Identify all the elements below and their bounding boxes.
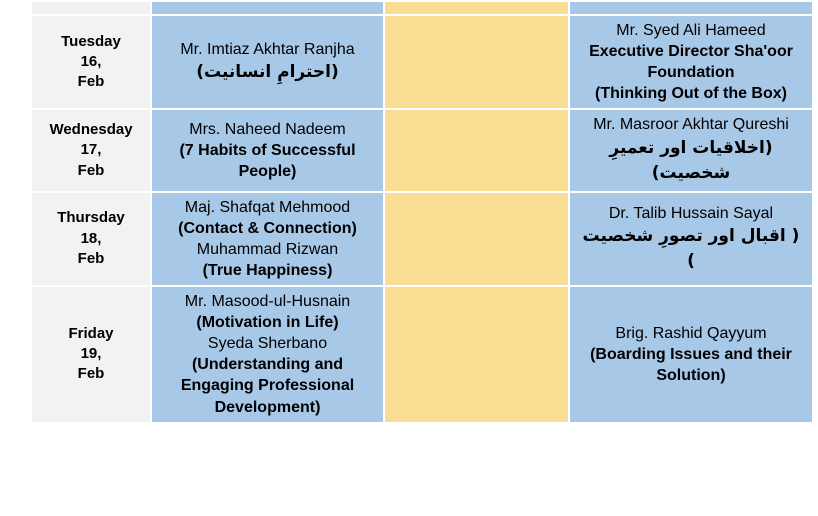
session-topic: (7 Habits of Successful People) (179, 141, 356, 181)
speaker-name: Mrs. Naheed Nadeem (189, 120, 346, 138)
session-topic: (True Happiness) (202, 261, 333, 279)
speaker-name: Dr. Talib Hussain Sayal (608, 204, 774, 222)
session-topic: (Thinking Out of the Box) (595, 85, 787, 103)
session-3-cell (569, 15, 813, 109)
day-cell (31, 109, 151, 191)
day-month: Feb (77, 249, 105, 267)
day-month: Feb (77, 73, 105, 91)
speaker-name: Syeda Sherbano (207, 335, 328, 353)
session-3-cell (569, 1, 813, 15)
day-date: 19, (80, 345, 102, 363)
session-1-cell (151, 15, 384, 109)
table-row (31, 286, 813, 423)
schedule-table-body (31, 1, 813, 423)
table-row (31, 109, 813, 191)
session-topic-urdu: (احترامِ انسانیت) (196, 62, 339, 83)
day-date: 17, (80, 141, 102, 159)
speaker-name: Mr. Imtiaz Akhtar Ranjha (180, 40, 355, 58)
day-name: Tuesday (61, 32, 121, 50)
speaker-name: Mr. Syed Ali Hameed (616, 22, 766, 39)
day-cell (31, 286, 151, 423)
schedule-table (30, 0, 814, 424)
session-topic: (Motivation in Life) (196, 314, 339, 332)
speaker-name: Muhammad Rizwan (196, 240, 339, 258)
table-row (31, 192, 813, 286)
day-cell (31, 192, 151, 286)
session-1-cell (151, 1, 384, 15)
day-date: 18, (80, 229, 102, 247)
day-month: Feb (77, 365, 105, 383)
day-name: Thursday (57, 209, 125, 227)
speaker-title: Executive Director Sha'oor Foundation (589, 43, 793, 82)
table-row (31, 15, 813, 109)
session-1-cell (151, 109, 384, 191)
session-3-cell (569, 192, 813, 286)
day-cell (31, 1, 151, 15)
speaker-name: Mr. Masood-ul-Husnain (184, 292, 351, 310)
session-2-cell (384, 1, 569, 15)
speaker-name: Brig. Rashid Qayyum (615, 324, 767, 342)
speaker-name: Maj. Shafqat Mehmood (184, 198, 351, 216)
session-topic-urdu: (اخلاقیات اور تعمیرِ شخصیت) (609, 137, 773, 184)
session-2-cell (384, 109, 569, 191)
session-2-cell (384, 192, 569, 286)
session-topic: (Contact & Connection) (178, 219, 357, 237)
day-month: Feb (77, 161, 105, 179)
day-name: Friday (68, 324, 114, 342)
session-3-cell (569, 286, 813, 423)
session-1-cell (151, 286, 384, 423)
table-row (31, 1, 813, 15)
speaker-name: Mr. Masroor Akhtar Qureshi (593, 116, 789, 134)
session-topic-urdu: ( اقبال اور تصورِ شخصیت ) (582, 225, 800, 272)
session-topic: (Understanding and Engaging Professional Development) (180, 356, 355, 416)
day-name: Wednesday (49, 121, 133, 139)
session-topic: (Boarding Issues and their Solution) (590, 345, 792, 384)
session-2-cell (384, 15, 569, 109)
session-3-cell (569, 109, 813, 191)
session-2-cell (384, 286, 569, 423)
session-1-cell (151, 192, 384, 286)
day-date: 16, (80, 53, 102, 71)
day-cell (31, 15, 151, 109)
